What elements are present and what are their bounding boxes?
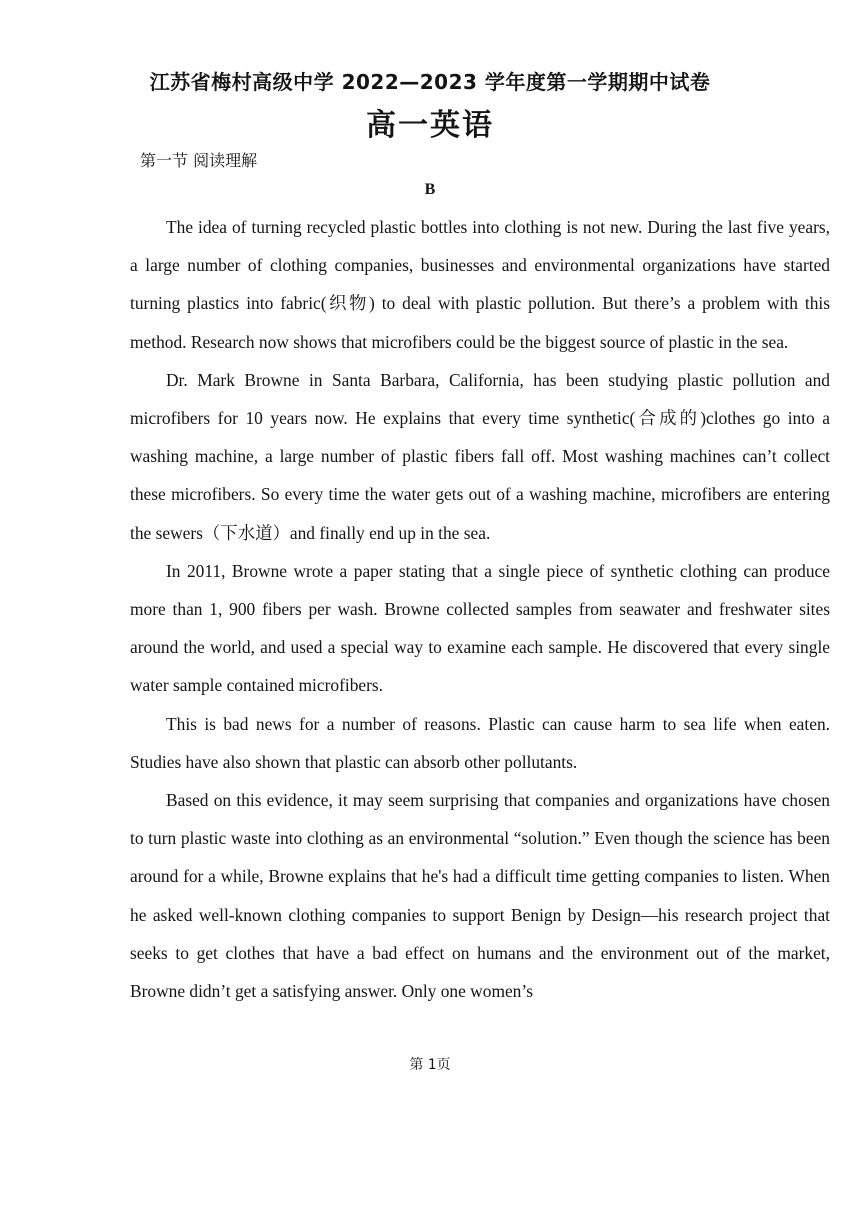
subject-title: 高一英语 xyxy=(366,108,494,143)
paragraph-1: The idea of turning recycled plastic bottles into clothing is not new. During the last five years, a large number of clothing companies, businesses and environmental organizations have started turning plastics into fabric(织物) to deal with plastic pollution. But there’s a problem with this method. Research now shows that microfibers could be the biggest source of plastic in the sea. xyxy=(130,217,830,352)
exam-title: 江苏省梅村高级中学 2022—2023 学年度第一学期期中试卷 xyxy=(149,70,711,94)
paragraph-4: This is bad news for a number of reasons. Plastic can cause harm to sea life when eaten. Studies have also shown that plastic can absorb other pollutants. xyxy=(130,713,830,772)
section-heading: 第一节 阅读理解 xyxy=(140,151,258,170)
paragraph-3: In 2011, Browne wrote a paper stating that a single piece of synthetic clothing can produce more than 1, 900 fibers per wash. Browne collected samples from seawater and freshwater sites around the world, and used a special way to examine each sample. He discovered that every single water sample contained microfibers. xyxy=(130,560,830,696)
paragraph-5: Based on this evidence, it may seem surprising that companies and organizations have chosen to turn plastic waste into clothing as an environmental “solution.” Even though the science has been around for a while, Browne explains that he's had a difficult time getting companies to listen. When he asked well-known clothing companies to support Benign by Design—his research project that seeks to get clothes that have a bad effect on humans and the environment out of the market, Browne didn’t get a satisfying answer. Only one women’s xyxy=(130,790,830,1002)
paragraph-2: Dr. Mark Browne in Santa Barbara, California, has been studying plastic pollution and microfibers for 10 years now. He explains that every time synthetic(合成的)clothes go into a washing machine, a large number of plastic fibers fall off. Most washing machines can’t collect these microfibers. So every time the water gets out of a washing machine, microfibers are entering the sewers（下水道）and finally end up in the sea. xyxy=(130,369,830,543)
passage-label: B xyxy=(424,181,436,198)
page-number: 第 1页 xyxy=(409,1057,451,1073)
reading-passage xyxy=(130,208,830,1010)
